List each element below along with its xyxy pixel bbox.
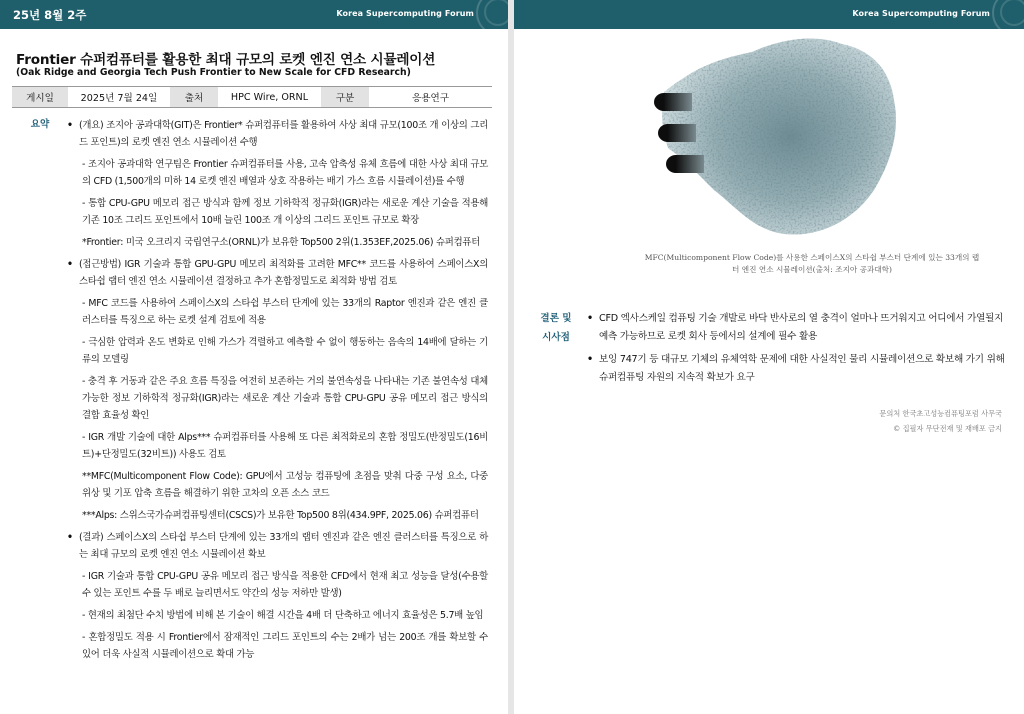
summary-subpoint: - 현재의 최첨단 수치 방법에 비해 본 기술이 해결 시간을 4배 더 단축하고 에너지 효율성은 5.7배 높임 xyxy=(82,610,484,621)
rocket-plume-simulation-image xyxy=(642,30,902,244)
contact-line1: 문의처 한국초고성능컴퓨팅포럼 사무국 xyxy=(879,409,1002,418)
header-circle-decoration-inner xyxy=(484,0,508,26)
meta-category-value: 응용연구 xyxy=(411,93,450,104)
summary-subpoint: - 조지아 공과대학 연구팀은 Frontier 슈퍼컴퓨터를 사용, 고속 압축성 유체 흐름에 대한 사상 최대 규모의 CFD (1,500개의 미하 14 로켓 엔진 배열과 상호 작용하는 배기 가스 흐름 시뮬레이션)를 수행 xyxy=(82,159,488,187)
left-page xyxy=(0,0,508,714)
summary-subpoint: - 충격 후 거동과 같은 주요 흐름 특징을 여전히 보존하는 거의 불연속성을 나타내는 기존 불연속성 대체 가능한 정보 기하학적 정규화(IGR)라는 새로운 계산 기술과 통합 CPU-GPU 공유 메모리 접근 방식의 결합 효율성 확인 xyxy=(82,376,488,421)
article-meta-table xyxy=(12,86,492,108)
summary-label: 요약 xyxy=(30,119,50,130)
contact-info xyxy=(879,406,1002,436)
page-header-right xyxy=(514,0,1024,29)
plume-shape xyxy=(662,38,896,234)
summary-footnote: ***Alps: 스위스국가슈퍼컴퓨팅센터(CSCS)가 보유한 Top500 8위(434.9PF, 2025.06) 슈퍼컴퓨터 xyxy=(82,510,479,521)
summary-bullet: • (접근방법) IGR 기술과 통합 GPU-GPU 메모리 최적화를 고려한 MFC** 코드를 사용하여 스페이스X의 스타쉽 랩터 엔진 연소 시뮬레이션 결정하고 추가 혼합정밀도로 최적화 방법 검토 xyxy=(67,256,488,290)
summary-subpoint: - MFC 코드를 사용하여 스페이스X의 스타쉽 부스터 단계에 있는 33개의 Raptor 엔진과 같은 엔진 클러스터를 특징으로 하는 로켓 설계 검토에 적용 xyxy=(82,298,488,326)
summary-bullet: • (결과) 스페이스X의 스타쉽 부스터 단계에 있는 33개의 랩터 엔진과 같은 엔진 클러스터를 특징으로 하는 최대 규모의 로켓 엔진 연소 시뮬레이션 확보 xyxy=(67,529,488,563)
right-page xyxy=(514,0,1024,714)
article-title: Frontier 슈퍼컴퓨터를 활용한 최대 규모의 로켓 엔진 연소 시뮬레이션 xyxy=(16,52,436,68)
issue-week: 25년 8월 2주 xyxy=(13,8,87,22)
summary-bullet: • (개요) 조지아 공과대학(GIT)은 Frontier* 슈퍼컴퓨터를 활용하여 사상 최대 규모(100조 개 이상의 그리드 포인트)의 로켓 엔진 연소 시뮬레이션 수행 xyxy=(67,117,488,151)
meta-category-label: 구분 xyxy=(321,87,369,107)
meta-date-label: 게시일 xyxy=(12,87,68,107)
summary-subpoint: - 혼합정밀도 적용 시 Frontier에서 잠재적인 그리드 포인트의 수는 2배가 넘는 200조 개를 확보할 수 있어 더욱 사실적 시뮬레이션으로 확대 가능 xyxy=(82,632,488,660)
meta-source-value: HPC Wire, ORNL xyxy=(230,91,309,103)
conclusion-label-line1: 결론 및 xyxy=(540,313,572,324)
forum-name-right: Korea Supercomputing Forum xyxy=(852,9,990,18)
meta-source-label: 출처 xyxy=(170,87,218,107)
summary-subpoint: - 통합 CPU-GPU 메모리 접근 방식과 함께 정보 기하학적 정규화(IGR)라는 새로운 계산 기술을 적용해 기존 10조 그리드 포인트에서 10배 늘린 100조 개 이상의 그리드 포인트 규모로 확장 xyxy=(82,198,488,226)
contact-line2: © 집필자 무단전재 및 재배포 금지 xyxy=(893,424,1002,433)
summary-body xyxy=(67,117,488,668)
summary-subpoint: - 극심한 압력과 온도 변화로 인해 가스가 격렬하고 예측할 수 없이 행동하는 음속의 14배에 달하는 기류의 모델링 xyxy=(82,337,488,365)
conclusion-label-line2: 시사점 xyxy=(542,332,570,343)
conclusion-label xyxy=(534,309,578,347)
summary-subpoint: - IGR 기술과 통합 CPU-GPU 공유 메모리 접근 방식을 적용한 CFD에서 현재 최고 성능을 달성(수용할 수 있는 포인트 수를 두 배로 늘리면서도 약간의 성능 저하만 발생) xyxy=(82,571,488,599)
conclusion-body xyxy=(587,310,1007,392)
page-header-left xyxy=(0,0,508,29)
article-subtitle: (Oak Ridge and Georgia Tech Push Frontier to New Scale for CFD Research) xyxy=(16,67,411,78)
figure-caption: MFC(Multicomponent Flow Code)를 사용한 스페이스X의 스타쉽 부스터 단계에 있는 33개의 랩터 엔진 연소 시뮬레이션(출처: 조지아 공과대학) xyxy=(644,253,980,274)
conclusion-bullet: • 보잉 747기 등 대규모 기체의 유체역학 문제에 대한 사실적인 물리 시뮬레이션으로 확보해 가기 위해 슈퍼컴퓨팅 자원의 지속적 확보가 요구 xyxy=(587,351,1007,387)
conclusion-bullet: • CFD 엑사스케일 컴퓨팅 기술 개발로 바닥 반사로의 열 충격이 얼마나 뜨거워지고 어디에서 가열될지 예측 가능하므로 로켓 회사 등에서의 설계에 필수 활용 xyxy=(587,310,1007,346)
header-circle-decoration-inner-right xyxy=(1000,0,1024,26)
summary-footnote: *Frontier: 미국 오크리지 국립연구소(ORNL)가 보유한 Top500 2위(1.353EF,2025.06) 슈퍼컴퓨터 xyxy=(82,237,481,248)
summary-subpoint: - IGR 개발 기술에 대한 Alps*** 슈퍼컴퓨터를 사용해 또 다른 최적화로의 혼합 정밀도(반정밀도(16비트)+단정밀도(32비트)) 사용도 검토 xyxy=(82,432,488,460)
meta-date-value: 2025년 7월 24일 xyxy=(80,93,158,104)
forum-name: Korea Supercomputing Forum xyxy=(336,9,474,18)
summary-footnote: **MFC(Multicomponent Flow Code): GPU에서 고성능 컴퓨팅에 초점을 맞춰 다중 구성 요소, 다중 위상 및 기포 압축 흐름을 해결하기 위한 고차의 오픈 소스 코드 xyxy=(82,471,488,499)
